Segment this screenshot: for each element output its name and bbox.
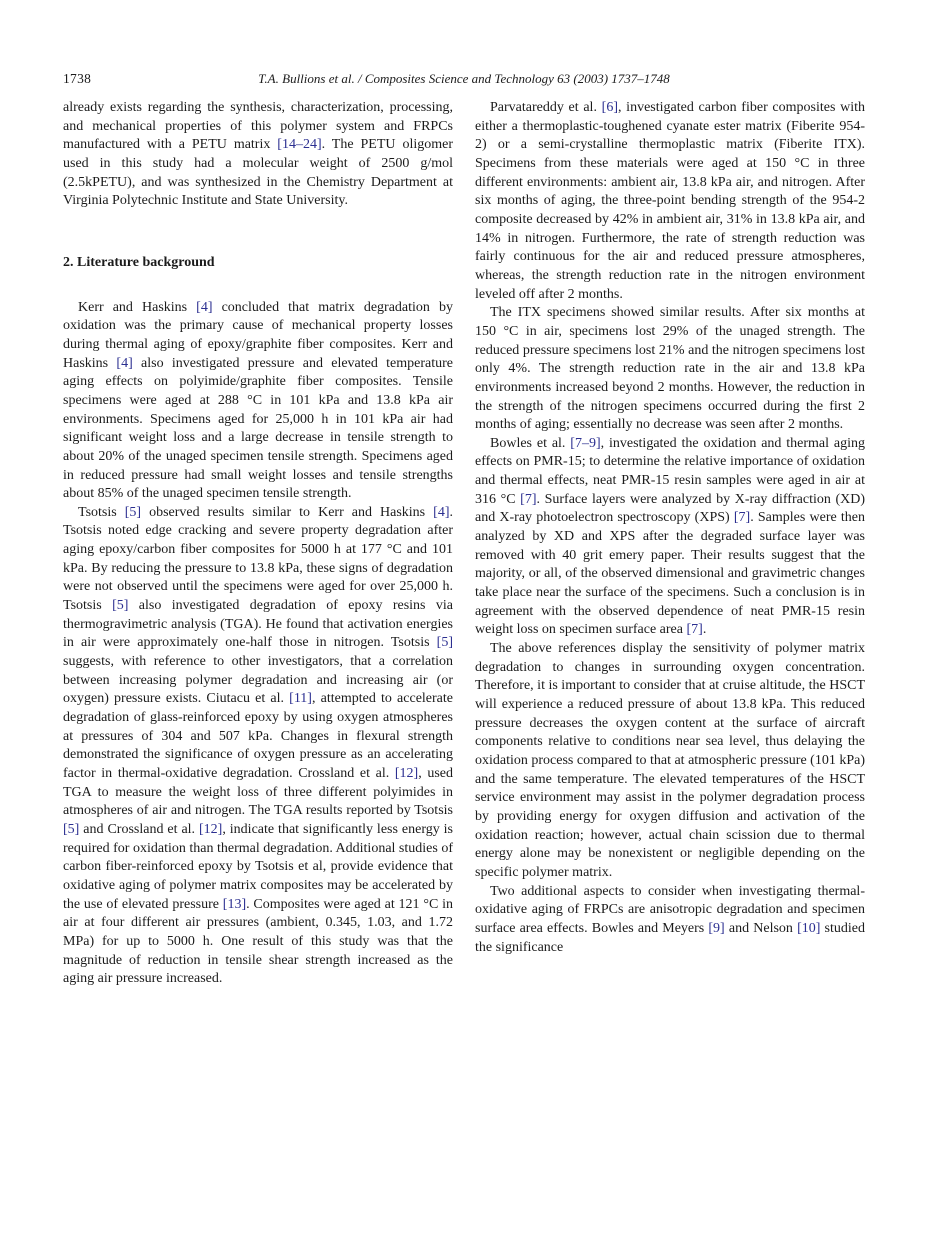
left-column <box>63 99 453 989</box>
text-run: studied the significance <box>475 920 865 955</box>
text-run: Tsotsis <box>78 504 125 520</box>
text-run: . Surface layers were analyzed by X-ray diffraction (XD) and X-ray photoelectron spectroscopy (XPS) <box>475 491 865 526</box>
text-run: , indicate that significantly less energy is required for oxidation than thermal degradation. Additional studies of carbon fiber-reinforced epoxy by Tsotsis et al, provide evidence that oxidative aging of polymer matrix composites may be accelerated by the use of elevated pressure <box>63 821 454 912</box>
text-run: suggests, with reference to other investigators, that a correlation between increasing polymer degradation and increasing air (or oxygen) pressure exists. Ciutacu et al. <box>63 654 453 707</box>
text-run: . Samples were then analyzed by XD and XPS after the degraded surface layer was removed with 40 grit emery paper. Their results suggest that the majority, or all, of the observed dimensional and gravimetric changes take place near the surface of the specimens. Such a conclusion is in agreement with the observed dependence of neat PMR-15 resin weight loss on specimen surface area <box>475 510 865 638</box>
citation-link[interactable]: [9] <box>708 920 725 936</box>
text-run: , attempted to accelerate degradation of glass-reinforced epoxy by using oxygen atmospheres at pressures of 304 and 507 kPa. Changes in flexural strength demonstrated the significance of oxygen pressure as an accelerating factor in thermal-oxidative degradation. Crossland et al. <box>63 691 453 781</box>
text-run: , investigated carbon fiber composites with either a thermoplastic-toughened cyanate ester matrix (Fiberite 954-2) or a semi-crystalline thermoplastic matrix (Fiberite ITX). Specimens from these materials were aged at 150 °C in three different environments: ambient air, 13.8 kPa air, and nitrogen. After six months of aging, the three-point bending strength of the 954-2 composite decreased by 42% in ambient air, 31% in 13.8 kPa air, and 14% in nitrogen. Furthermore, the rate of strength reduction was fairly continuous for the air and reduced pressure atmospheres, whereas, the strength reduction rate in the nitrogen environment leveled off after 2 months. <box>475 100 865 302</box>
text-run: Two additional aspects to consider when investigating thermal-oxidative aging of FRPCs are anisotropic degradation and specimen surface area effects. Bowles and Meyers <box>475 883 865 936</box>
paragraph <box>475 883 865 958</box>
citation-link[interactable]: [4] <box>433 504 450 520</box>
citation-link[interactable]: [5] <box>124 504 142 520</box>
text-run: observed results similar to Kerr and Haskins <box>141 504 434 520</box>
paragraph <box>475 435 865 640</box>
citation-link[interactable]: [4] <box>196 299 213 315</box>
paragraph <box>475 99 865 304</box>
text-run: Bowles et al. <box>490 435 571 451</box>
two-column-body <box>63 99 865 989</box>
citation-link[interactable]: [7] <box>686 622 703 638</box>
text-run: . Tsotsis noted edge cracking and severe property degradation after aging epoxy/carbon fiber composites for 5000 h at 177 °C and 101 kPa. By reducing the pressure to 13.8 kPa, these signs of degradation were not observed until the specimens were aged for over 25,000 h. Tsotsis <box>63 504 453 614</box>
text-run: Parvatareddy et al. <box>490 100 602 115</box>
citation-link[interactable]: [11] <box>289 691 312 707</box>
page-header <box>63 71 865 87</box>
citation-link[interactable]: [14–24] <box>277 137 322 153</box>
paragraph <box>475 640 865 883</box>
section-heading: 2. Literature background <box>63 254 215 270</box>
text-run: , used TGA to measure the weight loss of three different polyimides in atmospheres of air and nitrogen. The TGA results reported by Tsotsis <box>63 766 453 819</box>
paragraph <box>63 99 453 211</box>
citation-link[interactable]: [12] <box>394 766 419 781</box>
citation-link[interactable]: [5] <box>436 635 453 651</box>
right-column <box>475 99 865 989</box>
citation-link[interactable]: [5] <box>63 821 80 837</box>
citation-link[interactable]: [13] <box>222 896 247 912</box>
paragraph <box>63 504 453 989</box>
citation-link[interactable]: [5] <box>112 598 129 614</box>
text-run: . Composites were aged at 121 °C in air at four different air pressures (ambient, 0.345, 1.03, and 1.72 MPa) for up to 5000 h. One result of this study was that the magnitude of reduction in tensile shear strength increased as the aging air pressure increased. <box>63 896 453 987</box>
citation-link[interactable]: [6] <box>601 100 618 115</box>
text-run: , investigated the oxidation and thermal aging effects on PMR-15; to determine the relative importance of oxidation and thermal effects, neat PMR-15 resin samples were aged in air at 316 °C <box>475 435 865 507</box>
running-title: T.A. Bullions et al. / Composites Science and Technology 63 (2003) 1737–1748 <box>258 71 670 86</box>
citation-link[interactable]: [4] <box>116 355 133 371</box>
citation-link[interactable]: [7] <box>520 491 537 507</box>
text-run: also investigated degradation of epoxy resins via thermogravimetric analysis (TGA). He found that activation energies in air were approximately one-half those in nitrogen. Tsotsis <box>63 598 453 651</box>
citation-link[interactable]: [10] <box>797 920 821 936</box>
text-run: already exists regarding the synthesis, characterization, processing, and mechanical properties of this polymer system and FRPCs manufactured with a PETU matrix <box>63 100 453 153</box>
paragraph <box>63 299 453 504</box>
citation-link[interactable]: [7] <box>733 510 751 526</box>
text-run: and Nelson <box>724 920 798 936</box>
text-run: The ITX specimens showed similar results. After six months at 150 °C in air, specimens lost 29% of the unaged strength. The reduced pressure specimens lost 21% and the nitrogen specimens lost only 4%. The strength reduction rate in the air and 13.8 kPa environments increased beyond 2 months. However, the reduction in the strength of the nitrogen specimens occurred during the first 2 months of aging; essentially no decrease was seen after 2 months. <box>475 305 865 433</box>
text-run: Kerr and Haskins <box>78 299 197 315</box>
text-run: The above references display the sensitivity of polymer matrix degradation to changes in surrounding oxygen concentration. Therefore, it is important to consider that at cruise altitude, the HSCT will experience a reduced pressure of about 13.8 kPa. This reduced pressure decreases the oxygen content at the surface of aircraft components relative to conditions near sea level, thus delaying the oxidation process compared to that at atmospheric pressure (101 kPa) and the same temperature. The elevated temperatures of the HSCT service environment may assist in the polymer degradation process by providing energy for oxygen diffusion and activation of the oxidation reaction; however, actual chain scission due to thermal energy alone may be nonexistent or negligible depending on the specific polymer matrix. <box>475 641 865 880</box>
text-run: also investigated pressure and elevated temperature aging effects on polyimide/graphite fiber composites. Tensile specimens were aged at 288 °C in 101 kPa and 13.8 kPa air environments. Specimens aged for 25,000 h in 101 kPa air had significant weight loss and a large decrease in tensile strength to about 20% of the unaged specimen tensile strength. Specimens aged in reduced pressure had small weight losses and tensile strengths about 85% of the unaged specimen tensile strength. <box>63 355 453 502</box>
text-run: . The PETU oligomer used in this study had a molecular weight of 2500 g/mol (2.5kPETU), and was synthesized in the Chemistry Department at Virginia Polytechnic Institute and State University. <box>63 137 453 209</box>
text-run: . <box>702 622 707 638</box>
page-number: 1738 <box>63 71 92 86</box>
paragraph <box>475 304 865 435</box>
text-run: concluded that matrix degradation by oxidation was the primary cause of mechanical property losses during thermal aging of epoxy/graphite fiber composites. Kerr and Haskins <box>63 299 453 371</box>
citation-link[interactable]: [7–9] <box>570 435 601 451</box>
citation-link[interactable]: [12] <box>199 821 223 837</box>
text-run: and Crossland et al. <box>79 821 200 837</box>
